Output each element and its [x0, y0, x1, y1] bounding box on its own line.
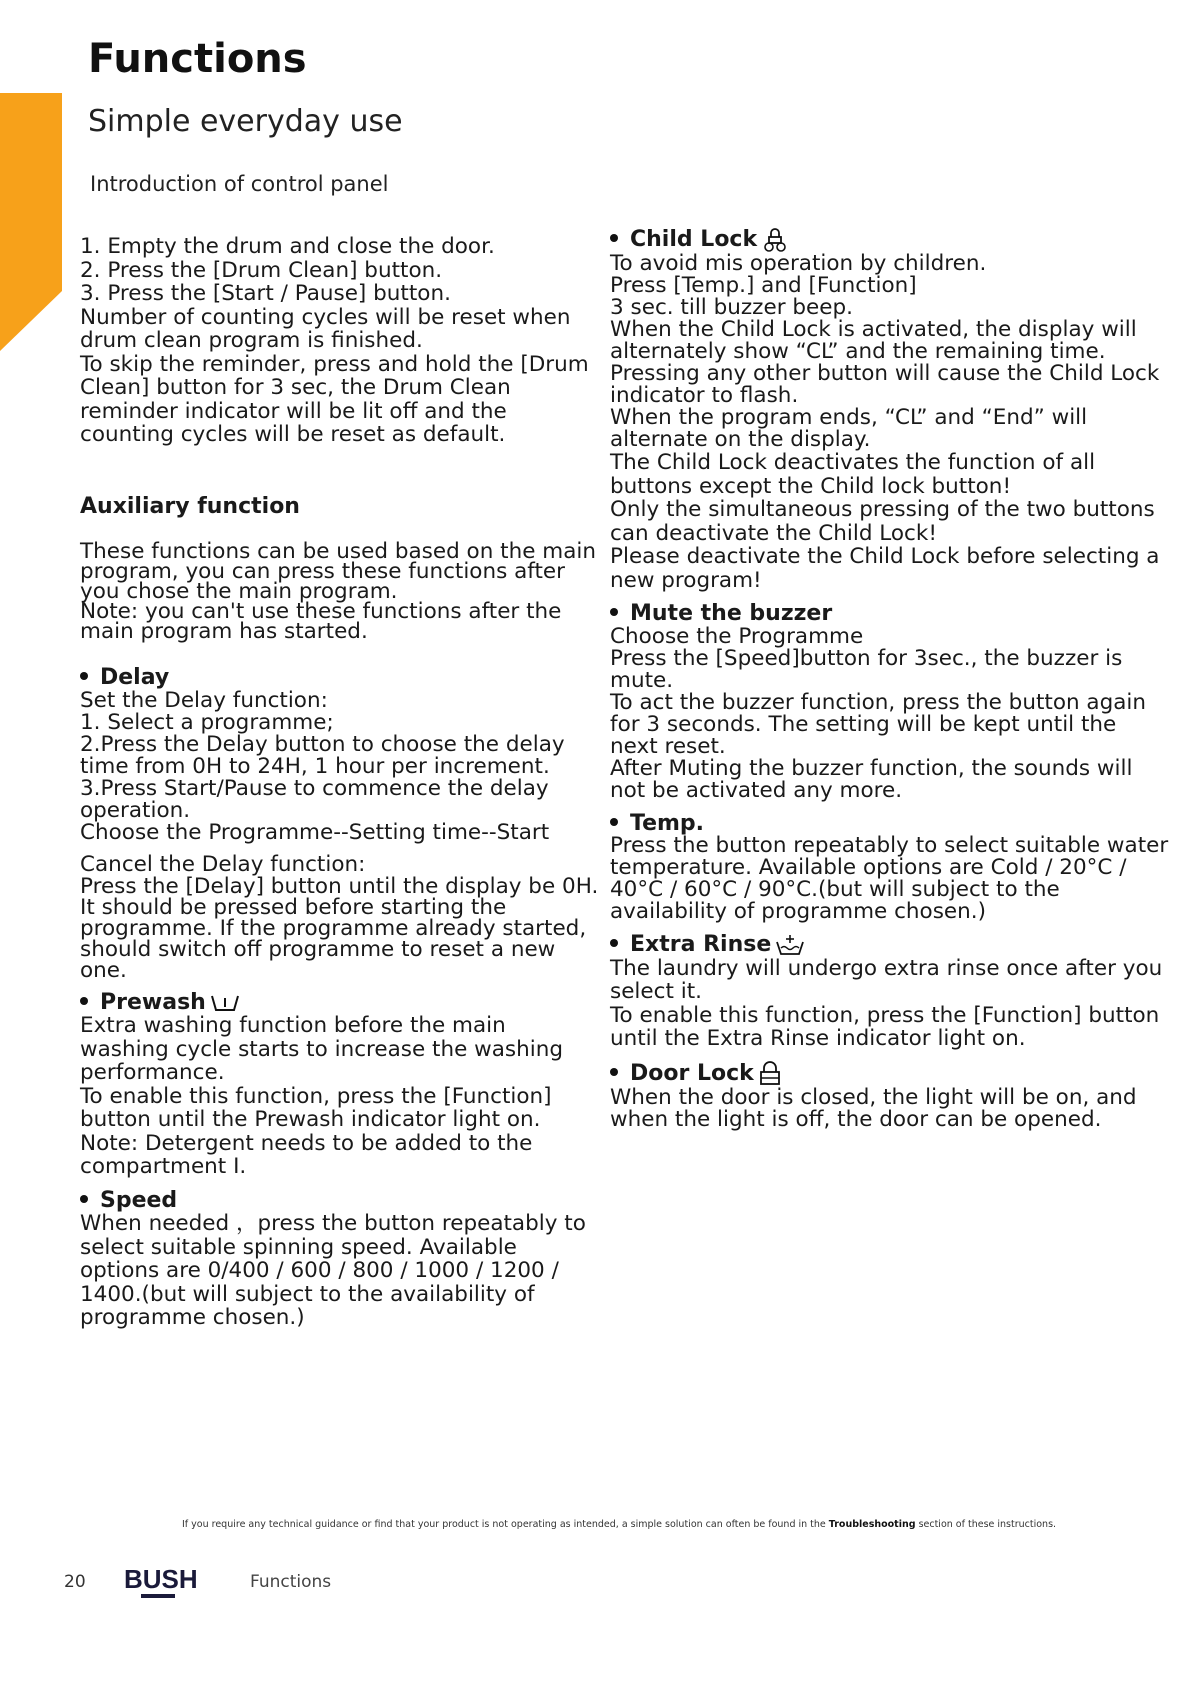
delay-line: 3.Press Start/Pause to commence the delay operation.: [80, 775, 549, 823]
delay-line: Choose the Programme--Setting time--Start: [80, 819, 550, 845]
door-lock-line: When the door is closed, the light will be on, and when the light is off, the door can be opened.: [610, 1084, 1137, 1132]
child-lock-line: Press [Temp.] and [Function]: [610, 273, 917, 298]
child-lock-line: To avoid mis operation by children.: [610, 251, 987, 276]
speed-line: When needed ，press the button repeatably to select suitable spinning speed. Available options are 0/400 / 600 / 800 / 1000 / 1200 / 1400.(but will subject to the availability of programme chosen.): [80, 1211, 586, 1330]
mute-heading-label: Mute the buzzer: [630, 601, 833, 626]
child-lock-heading: [610, 227, 1170, 253]
child-lock-line: 3 sec. till buzzer beep.: [610, 295, 853, 320]
temp-heading-label: Temp.: [630, 810, 705, 836]
child-lock-line: Please deactivate the Child Lock before selecting a new program!: [610, 544, 1160, 593]
auxiliary-heading: Auxiliary function: [80, 493, 300, 519]
delay-cancel-line: Cancel the Delay function:: [80, 851, 366, 877]
footnote-text-end: section of these instructions.: [915, 1519, 1057, 1530]
prewash-line: Note: Detergent needs to be added to the compartment I.: [80, 1130, 533, 1179]
extra-rinse-line: To enable this function, press the [Function] button until the Extra Rinse indicator light on.: [610, 1002, 1160, 1051]
mute-heading: [610, 602, 1170, 626]
delay-cancel-line: Press the [Delay] button until the display be 0H. It should be pressed before starting the programme. If the programme already started, should switch off programme to reset a new one.: [80, 873, 599, 983]
mute-line: Press the [Speed]button for 3sec., the buzzer is mute.: [610, 645, 1123, 693]
footnote-troubleshooting-link: Troubleshooting: [828, 1519, 916, 1530]
bullet: [80, 672, 88, 680]
extra-rinse-heading: [610, 933, 1170, 957]
prewash-tub-icon: [210, 993, 240, 1013]
page-title: Functions: [88, 36, 307, 82]
extra-rinse-icon: [775, 934, 805, 956]
child-lock-icon: [761, 227, 789, 253]
right-column: [610, 227, 1170, 1131]
troubleshooting-footnote: [182, 1519, 1142, 1530]
mute-line: Choose the Programme: [610, 623, 864, 649]
bullet: [610, 939, 618, 947]
bullet: [610, 818, 618, 826]
door-lock-heading-label: Door Lock: [630, 1060, 754, 1086]
extra-rinse-heading-label: Extra Rinse: [630, 932, 772, 957]
delay-line: Set the Delay function:: [80, 687, 328, 713]
bush-logo: BUSH: [124, 1564, 198, 1594]
temp-heading: [610, 812, 1170, 836]
speed-heading: [80, 1189, 600, 1213]
extra-rinse-line: The laundry will undergo extra rinse once after you select it.: [610, 955, 1163, 1004]
drum-clean-section: [80, 235, 600, 447]
intro-text: Introduction of control panel: [90, 172, 389, 196]
footer-section-label: Functions: [250, 1572, 332, 1592]
drum-clean-line: To skip the reminder, press and hold the [Drum Clean] button for 3 sec, the Drum Clean reminder indicator will be lit off and the counting cycles will be reset as default.: [80, 351, 589, 447]
child-lock-line: Pressing any other button will cause the Child Lock indicator to flash.: [610, 361, 1160, 408]
bullet: [80, 997, 88, 1005]
prewash-line: Extra washing function before the main washing cycle starts to increase the washing performance.: [80, 1013, 564, 1085]
logo-underline: [141, 1594, 175, 1598]
child-lock-line: When the Child Lock is activated, the display will alternately show “CL” and the remaining time.: [610, 317, 1137, 364]
drum-clean-line: 3. Press the [Start / Pause] button.: [80, 281, 451, 306]
drum-clean-line: 2. Press the [Drum Clean] button.: [80, 257, 443, 283]
child-lock-heading-label: Child Lock: [630, 227, 758, 252]
padlock-icon: [758, 1061, 782, 1087]
orange-tab: [0, 93, 62, 351]
delay-heading: [80, 666, 600, 690]
left-column: [80, 235, 600, 1330]
auxiliary-note: Note: you can't use these functions after the main program has started.: [80, 599, 562, 644]
drum-clean-line: 1. Empty the drum and close the door.: [80, 234, 495, 259]
temp-line: Press the button repeatably to select suitable water temperature. Available options are Cold / 20°C / 40°C / 60°C / 90°C.(but will subject to the availability of programme chosen.): [610, 833, 1169, 924]
delay-heading-label: Delay: [100, 665, 170, 690]
page-number: 20: [64, 1572, 86, 1592]
bullet: [610, 1068, 618, 1076]
footnote-text: If you require any technical guidance or find that your product is not operating as intended, a simple solution can often be found in the: [182, 1519, 829, 1530]
bullet: [610, 608, 618, 616]
prewash-heading: [80, 991, 600, 1015]
page-subtitle: Simple everyday use: [88, 104, 403, 139]
mute-line: After Muting the buzzer function, the sounds will not be activated any more.: [610, 755, 1133, 803]
bullet: [80, 1195, 88, 1203]
prewash-heading-label: Prewash: [100, 989, 206, 1015]
auxiliary-text: These functions can be used based on the main program, you can press these functions after you chose the main program.: [80, 539, 596, 604]
door-lock-heading: [610, 1061, 1170, 1087]
child-lock-line: Only the simultaneous pressing of the two buttons can deactivate the Child Lock!: [610, 497, 1155, 546]
delay-line: 1. Select a programme;: [80, 709, 334, 735]
delay-line: 2.Press the Delay button to choose the delay time from 0H to 24H, 1 hour per increment.: [80, 731, 565, 779]
prewash-line: To enable this function, press the [Function] button until the Prewash indicator light on.: [80, 1083, 552, 1132]
drum-clean-line: Number of counting cycles will be reset when drum clean program is finished.: [80, 304, 571, 353]
child-lock-line: The Child Lock deactivates the function of all buttons except the Child lock button!: [610, 450, 1096, 499]
child-lock-line: When the program ends, “CL” and “End” will alternate on the display.: [610, 405, 1088, 452]
bullet: [610, 234, 618, 242]
speed-heading-label: Speed: [100, 1187, 178, 1213]
mute-line: To act the buzzer function, press the button again for 3 seconds. The setting will be kept until the next reset.: [610, 689, 1147, 759]
